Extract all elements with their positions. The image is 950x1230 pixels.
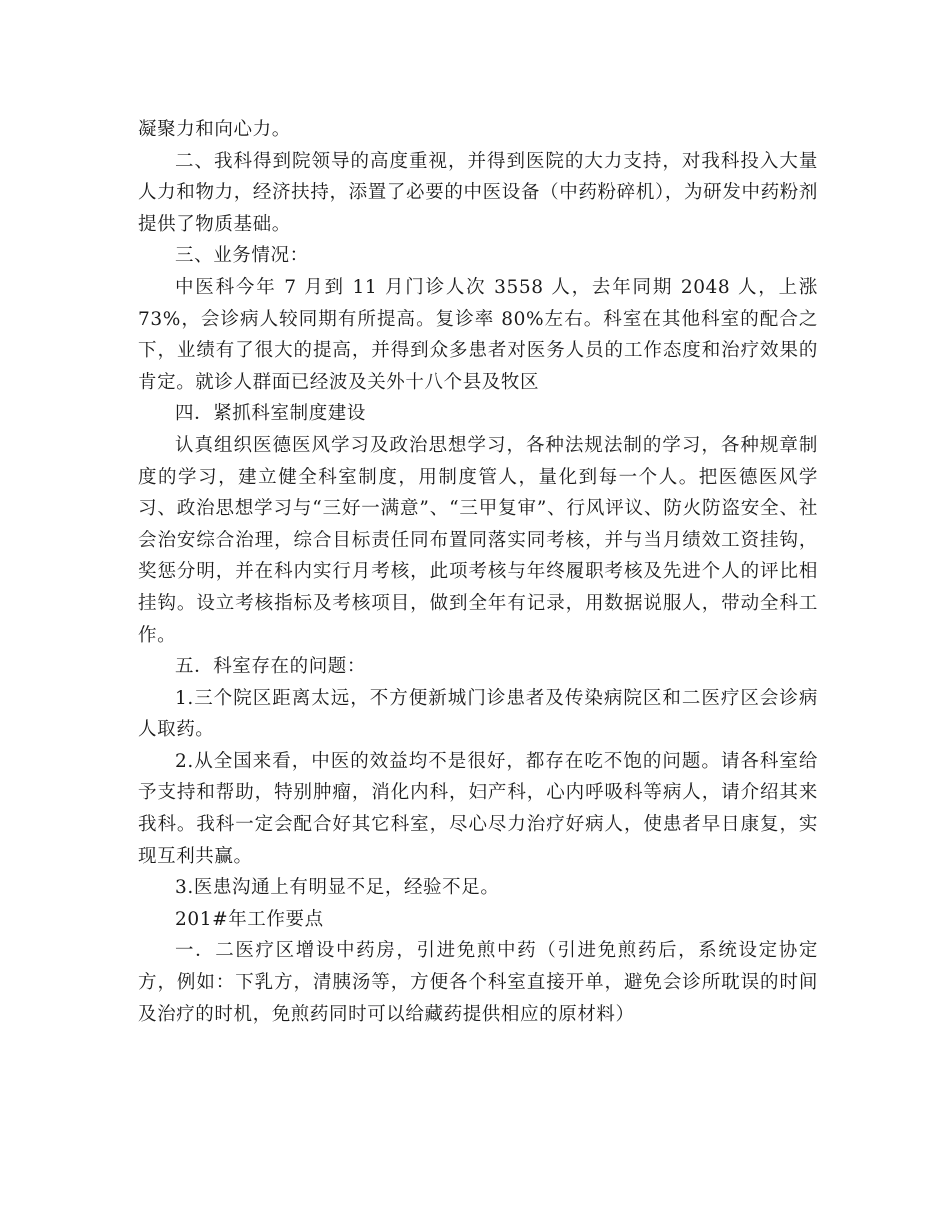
paragraph: 201#年工作要点 <box>175 908 324 930</box>
paragraph: 凝聚力和向心力。 <box>138 119 291 140</box>
paragraph: 四．紧抓科室制度建设 <box>175 403 367 425</box>
paragraph: 认真组织医德医风学习及政治思想学习，各种法规法制的学习，各种规章制度的学习，建立健全科室制度，用制度管人，量化到每一个人。把医德医风学习、政治思想学习与“三好一满意”、“三甲复审”、行风评议、防火防盗安全、社会治安综合治理，综合目标责任同布置同落实同考核，并与当月绩效工资挂钩，奖惩分明，并在科内实行月考核，此项考核与年终履职考核及先进个人的评比相挂钩。设立考核指标及考核项目，做到全年有记录，用数据说服人，带动全科工作。 <box>138 434 818 646</box>
paragraph: 1.三个院区距离太远，不方便新城门诊患者及传染病院区和二医疗区会诊病人取药。 <box>138 687 818 741</box>
paragraph: 3.医患沟通上有明显不足，经验不足。 <box>175 877 500 899</box>
paragraph: 2.从全国来看，中医的效益均不是很好，都存在吃不饱的问题。请各科室给予支持和帮助，特别肿瘤，消化内科，妇产科，心内呼吸科等病人，请介绍其来我科。我科一定会配合好其它科室，尽心尽力治疗好病人，使患者早日康复，实现互利共赢。 <box>138 750 818 867</box>
document-body <box>138 114 818 1030</box>
paragraph: 三、业务情况： <box>175 245 309 267</box>
paragraph: 二、我科得到院领导的高度重视，并得到医院的大力支持，对我科投入大量人力和物力，经济扶持，添置了必要的中医设备（中药粉碎机），为研发中药粉剂提供了物质基础。 <box>138 150 818 235</box>
paragraph: 中医科今年 7 月到 11 月门诊人次 3558 人，去年同期 2048 人，上涨 73%，会诊病人较同期有所提高。复诊率 80%左右。科室在其他科室的配合之下，业绩有了很大的提高，并得到众多患者对医务人员的工作态度和治疗效果的肯定。就诊人群面已经波及关外十八个县及牧区 <box>138 276 818 393</box>
paragraph: 一．二医疗区增设中药房，引进免煎中药（引进免煎药后，系统设定协定方，例如：下乳方，清胰汤等，方便各个科室直接开单，避免会诊所耽误的时间及治疗的时机，免煎药同时可以给藏药提供相应的原材料） <box>138 940 818 1025</box>
paragraph: 五．科室存在的问题： <box>175 656 367 678</box>
